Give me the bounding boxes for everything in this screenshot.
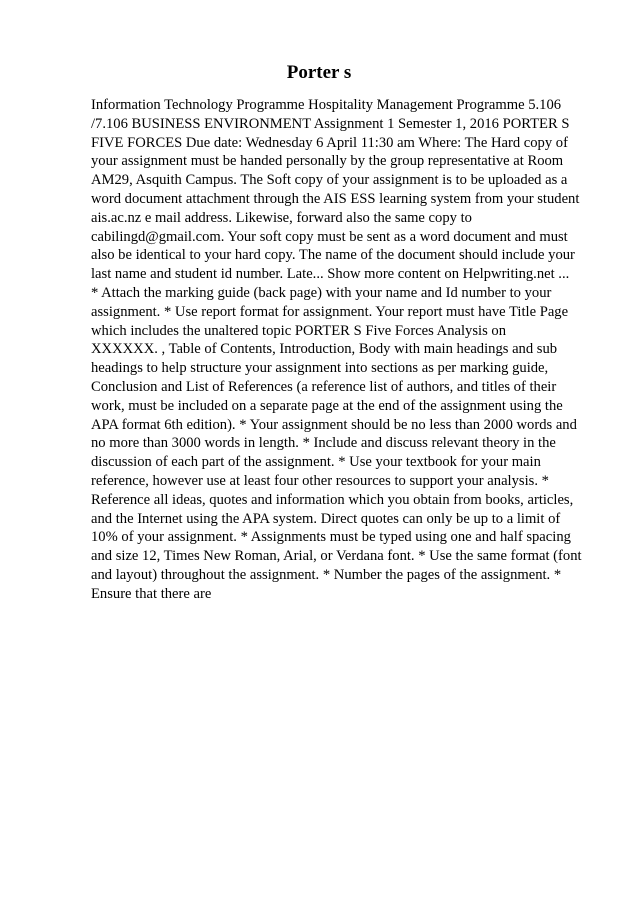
body-text-line: Information Technology Programme Hospitality Management Programme 5.106 (91, 97, 562, 113)
body-text-line: cabilingd@gmail.com. Your soft copy must be sent as a word document and must (91, 228, 568, 245)
body-text-line: Conclusion and List of References (a reference list of authors, and titles of their (91, 378, 557, 395)
body-text-line: 10% of your assignment. * Assignments must be typed using one and half spacing (91, 529, 571, 546)
body-text-line: assignment. * Use report format for assignment. Your report must have Title Page (91, 303, 569, 320)
body-text-line: * Attach the marking guide (back page) with your name and Id number to your (91, 284, 552, 301)
body-text-line: FIVE FORCES Due date: Wednesday 6 April 11:30 am Where: The Hard copy of (91, 134, 568, 151)
body-text-line: Reference all ideas, quotes and information which you obtain from books, articles, (91, 491, 574, 508)
body-text-line: which includes the unaltered topic PORTER S Five Forces Analysis on (91, 322, 506, 339)
page-title: Porter s (286, 62, 352, 83)
body-text-line: /7.106 BUSINESS ENVIRONMENT Assignment 1 Semester 1, 2016 PORTER S (91, 115, 570, 132)
body-text-line: your assignment must be handed personally by the group representative at Room (91, 153, 564, 170)
body-text-line: and the Internet using the APA system. Direct quotes can only be up to a limit of (91, 510, 561, 527)
body-text-line: APA format 6th edition). * Your assignment should be no less than 2000 words and (91, 416, 577, 433)
body-text-line: discussion of each part of the assignment. * Use your textbook for your main (91, 454, 541, 471)
body-text-line: headings to help structure your assignment into sections as per marking guide, (91, 360, 549, 377)
body-text-line: AM29, Asquith Campus. The Soft copy of your assignment is to be uploaded as a (91, 172, 568, 189)
body-text-line: ais.ac.nz e mail address. Likewise, forward also the same copy to (91, 209, 472, 226)
body-text-line: and size 12, Times New Roman, Arial, or Verdana font. * Use the same format (font (91, 548, 582, 565)
body-text-line: last name and student id number. Late... Show more content on Helpwriting.net ... (91, 266, 570, 283)
body-text-line: word document attachment through the AIS ESS learning system from your student (91, 190, 580, 207)
body-text-line: Ensure that there are (91, 585, 212, 602)
body-text-line: no more than 3000 words in length. * Include and discuss relevant theory in the (91, 435, 556, 452)
body-text-line: also be identical to your hard copy. The name of the document should include your (91, 247, 575, 264)
body-text-line: and layout) throughout the assignment. * Number the pages of the assignment. * (91, 566, 562, 583)
body-text (91, 96, 591, 604)
body-text-line: reference, however use at least four other resources to support your analysis. * (91, 472, 549, 489)
body-text-line: work, must be included on a separate page at the end of the assignment using the (91, 397, 563, 414)
body-text-line: XXXXXX. , Table of Contents, Introduction, Body with main headings and sub (91, 341, 558, 358)
